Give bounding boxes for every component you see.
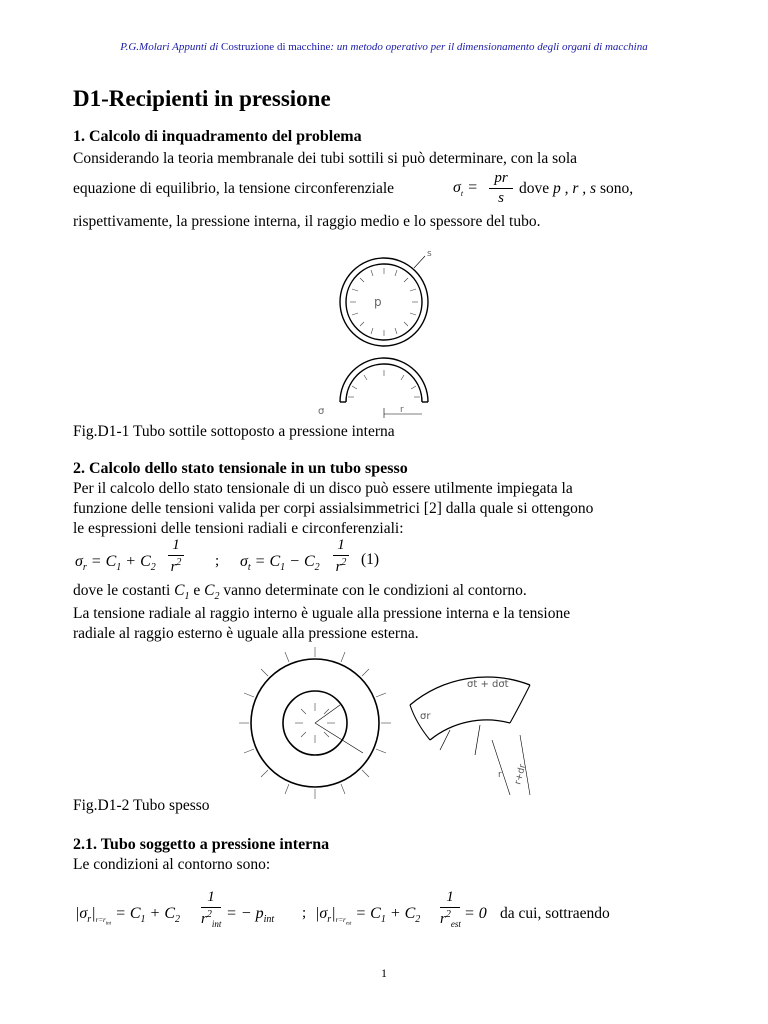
thick-tube-figure [230, 645, 560, 800]
line-2-vars: p , r , s [553, 180, 597, 197]
equation-sigma-t-fraction: 1 $r^2$ [333, 537, 349, 576]
equation-sigma-r: $\sigma_r = C_1 + C_2$ [75, 553, 156, 574]
section-2-heading: 2. Calcolo dello stato tensionale in un tubo spesso [73, 460, 408, 477]
section-2-line-3: le espressioni delle tensioni radiali e circonferenziali: [73, 520, 404, 537]
section-1-heading: 1. Calcolo di inquadramento del problema [73, 128, 362, 145]
header-subtitle: : un metodo operativo per il dimensionamento degli organi di macchina [330, 41, 648, 53]
boundary-condition-int: $|\sigma_r|_{r=r_{int}} = C_1 + C_2$ [75, 905, 180, 927]
fig1-label-sigma: σ [318, 406, 325, 417]
boundary-int-fraction: 1 $r^2_{int}$ [201, 889, 222, 929]
section-2-1-heading: 2.1. Tubo soggetto a pressione interna [73, 836, 330, 853]
header-course: Costruzione di macchine [221, 41, 331, 53]
line-2-post: dove [519, 180, 550, 197]
equation-sigma-t: $\sigma_t = C_1 - C_2$ [240, 553, 320, 574]
section-2-line-4: dove le costanti $C_1$ e $C_2$ vanno determinate con le condizioni al contorno. [73, 582, 527, 603]
section-2-1-tail: da cui, sottraendo [500, 905, 610, 922]
section-1-line-1: Considerando la teoria membranale dei tubi sottili si può determinare, con la sola [73, 150, 578, 167]
section-1-line-3: rispettivamente, la pressione interna, il raggio medio e lo spessore del tubo. [73, 213, 541, 230]
fig-d1-2-caption: Fig.D1-2 Tubo spesso [73, 797, 210, 814]
section-2-line-2: funzione delle tensioni valida per corpi assialsimmetrici [2] dalla quale si ottengono [73, 500, 594, 517]
fig2-label-sigma-r: σr [420, 711, 431, 722]
page-number: 1 [381, 966, 387, 980]
fig2-label-r: r [498, 770, 502, 780]
equation-sigma-r-fraction: 1 $r^2$ [168, 537, 184, 576]
section-2-1-line-1: Le condizioni al contorno sono: [73, 856, 271, 873]
section-1-line-2 [73, 180, 394, 198]
equation-number: (1) [361, 551, 380, 568]
thin-tube-figure [310, 242, 460, 422]
fraction-numerator: pr [494, 170, 508, 186]
section-2-line-5: La tensione radiale al raggio interno è uguale alla pressione interna e la tensione [73, 605, 571, 622]
line-4-post: vanno determinate con le condizioni al contorno. [223, 582, 527, 599]
section-2-line-1: Per il calcolo dello stato tensionale di un disco può essere utilmente impiegata la [73, 480, 573, 497]
line-4-and: e [193, 582, 201, 599]
section-1-line-2-end [519, 180, 633, 198]
boundary-est-rhs: = 0 [464, 905, 487, 922]
boundary-int-rhs: = − $p_{int}$ [226, 905, 275, 926]
fig1-label-p: p [374, 295, 382, 309]
line-2-end: sono, [599, 180, 634, 197]
boundary-condition-est: $|\sigma_r|_{r=r_{est}} = C_1 + C_2$ [315, 905, 421, 927]
fig2-label-sigma-t-dt: σt + dσt [467, 679, 509, 690]
fraction-bar [489, 188, 513, 189]
formula-sigma-t: $\sigma_t$ = [453, 179, 478, 199]
boundary-separator: ; [302, 905, 307, 921]
fig2-label-r-dr: r+dr [513, 763, 529, 786]
section-2-line-6: radiale al raggio esterno è uguale alla pressione esterna. [73, 625, 419, 642]
line-4-pre: dove le costanti [73, 582, 171, 599]
header-author: P.G.Molari Appunti di [120, 41, 222, 53]
fig1-label-r: r [400, 405, 404, 415]
line-2-pre: equazione di equilibrio, la tensione circonferenziale [73, 180, 395, 197]
running-header [0, 41, 768, 53]
equation-separator: ; [215, 553, 220, 569]
fig1-label-s: s [427, 249, 432, 259]
fig-d1-1-caption: Fig.D1-1 Tubo sottile sottoposto a pressione interna [73, 423, 395, 440]
boundary-est-fraction: 1 $r^2_{est}$ [440, 889, 461, 929]
page-title: D1-Recipienti in pressione [73, 86, 331, 111]
fraction-denominator: s [498, 190, 504, 206]
formula-fraction [489, 170, 513, 207]
